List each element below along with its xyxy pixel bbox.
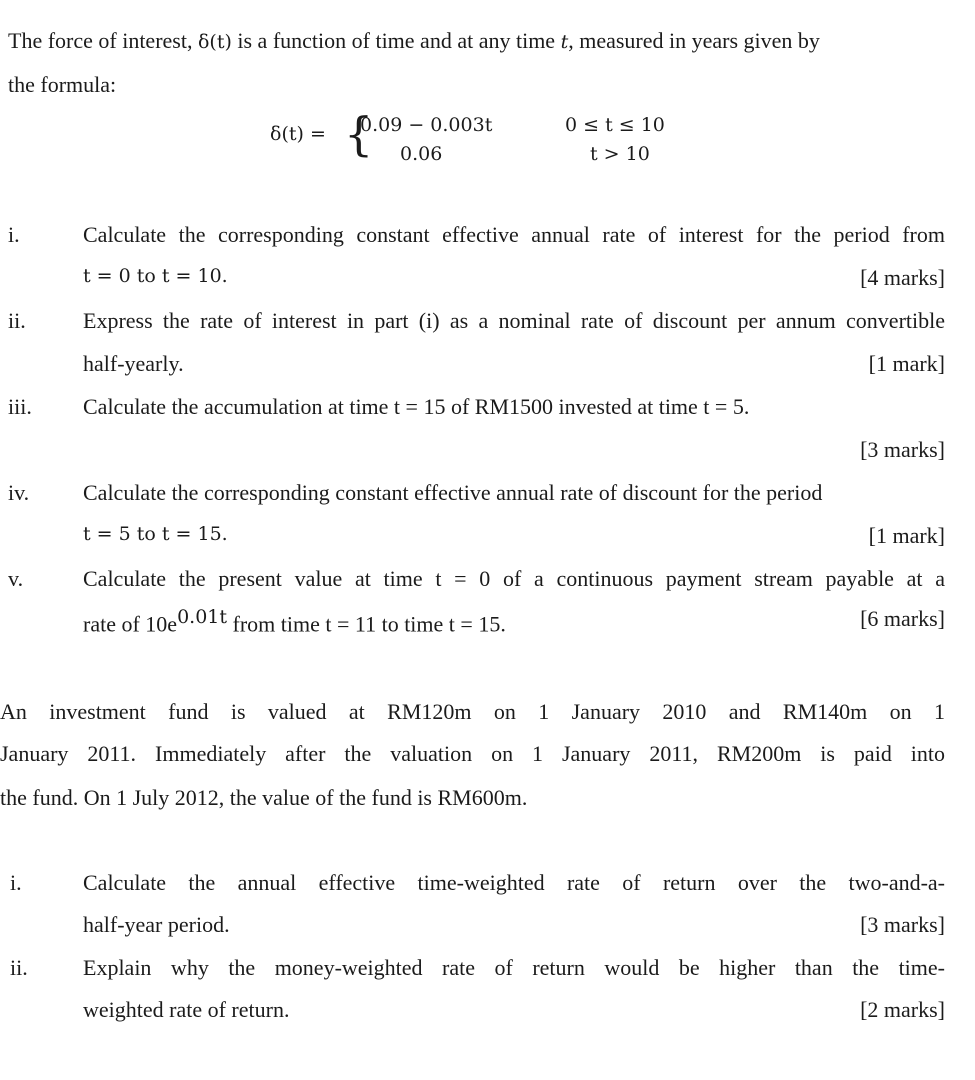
- question-number: i.: [8, 222, 20, 247]
- intro-line-2: the formula:: [8, 72, 117, 97]
- question-text: Calculate the corresponding constant effective annual rate of discount for the period: [83, 480, 823, 505]
- question-text-cont: half-yearly.: [83, 351, 184, 376]
- intro-line-1: The force of interest, δ(t) is a function of time and at any time t, measured in years given by: [8, 28, 820, 53]
- piece2-condition: t > 10: [590, 143, 650, 165]
- delta-symbol: δ(t): [197, 31, 232, 53]
- question-text: Calculate the accumulation at time t = 15 of RM1500 invested at time t = 5.: [83, 394, 750, 419]
- piece2-expression: 0.06: [400, 143, 443, 165]
- question-text: Calculate the corresponding constant effective annual rate of interest for the period from: [83, 222, 945, 247]
- formula-lhs: δ(t) =: [270, 123, 326, 145]
- exponent: 0.01t: [177, 606, 228, 628]
- marks-label: [1 mark]: [868, 351, 945, 376]
- question-text: Express the rate of interest in part (i) as a nominal rate of discount per annum convertible: [83, 308, 945, 333]
- question-text-cont: half-year period.: [83, 912, 230, 937]
- question-number: ii.: [8, 308, 26, 333]
- question-text-cont: t = 0 to t = 10.: [83, 265, 228, 287]
- brace-symbol: {: [344, 107, 374, 161]
- question-text: Explain why the money-weighted rate of return would be higher than the time-: [83, 955, 945, 980]
- question-text-cont: t = 5 to t = 15.: [83, 523, 228, 545]
- question-text-cont: rate of $10e^{0.01t}$ from time t = 11 to time t = 15.: [83, 606, 506, 637]
- marks-label: [2 marks]: [860, 997, 945, 1022]
- question-number: i.: [10, 870, 22, 895]
- question-text-cont: weighted rate of return.: [83, 997, 290, 1022]
- piece1-expression: 0.09 − 0.003t: [360, 114, 493, 136]
- marks-label: [6 marks]: [860, 606, 945, 631]
- marks-label: [3 marks]: [860, 437, 945, 462]
- question-text: Calculate the present value at time t = 0 of a continuous payment stream payable at a: [83, 566, 945, 591]
- fund-line-3: the fund. On 1 July 2012, the value of the fund is RM600m.: [0, 785, 528, 810]
- question-number: v.: [8, 566, 24, 591]
- marks-label: [4 marks]: [860, 265, 945, 290]
- question-number: iii.: [8, 394, 32, 419]
- marks-label: [1 mark]: [868, 523, 945, 548]
- fund-line-1: An investment fund is valued at RM120m on 1 January 2010 and RM140m on 1: [0, 699, 945, 724]
- question-number: ii.: [10, 955, 28, 980]
- fund-line-2: January 2011. Immediately after the valuation on 1 January 2011, RM200m is paid into: [0, 741, 945, 766]
- question-number: iv.: [8, 480, 30, 505]
- marks-label: [3 marks]: [860, 912, 945, 937]
- question-text: Calculate the annual effective time-weighted rate of return over the two-and-a-: [83, 870, 945, 895]
- piece1-condition: 0 ≤ t ≤ 10: [565, 114, 665, 136]
